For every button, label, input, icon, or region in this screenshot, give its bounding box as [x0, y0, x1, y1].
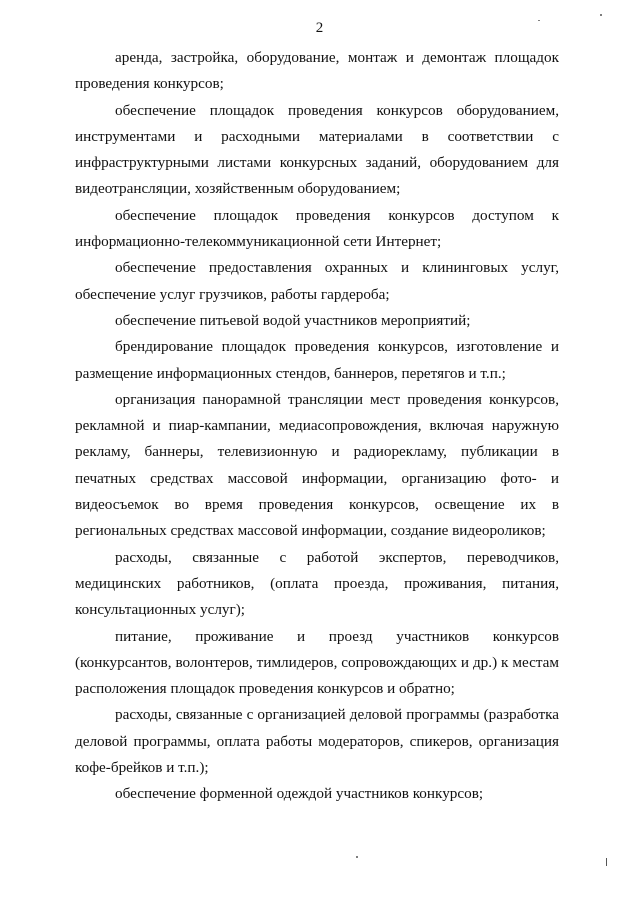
paragraph: обеспечение площадок проведения конкурсов доступом к информационно-телекоммуникационной сети Интернет;: [75, 206, 559, 251]
paragraph: обеспечение площадок проведения конкурсов оборудованием, инструментами и расходными материалами в соответствии с инфраструктурными листами конкурсных заданий, оборудованием для видеотрансляции, хозяйственным оборудованием;: [75, 101, 559, 198]
paragraph: организация панорамной трансляции мест проведения конкурсов, рекламной и пиар-кампании, медиасопровождения, включая наружную рекламу, баннеры, телевизионную и радиорекламу, публикации в печатных средствах массовой информации, организацию фото- и видеосъемок во время проведения конкурсов, освещение их в региональных средствах массовой информации, создание видеороликов;: [75, 390, 559, 540]
paragraph: обеспечение питьевой водой участников мероприятий;: [115, 311, 471, 329]
paragraph: расходы, связанные с работой экспертов, переводчиков, медицинских работников, (оплата проезда, проживания, питания, консультационных услуг);: [75, 548, 559, 619]
paragraph: обеспечение форменной одеждой участников конкурсов;: [115, 785, 484, 803]
scan-speck: [356, 856, 358, 858]
scan-speck: [600, 14, 602, 16]
paragraph: питание, проживание и проезд участников конкурсов (конкурсантов, волонтеров, тимлидеров, сопровождающих и др.) к местам расположения площадок проведения конкурсов и обратно;: [75, 627, 559, 698]
paragraph: расходы, связанные с организацией деловой программы (разработка деловой программы, оплата работы модераторов, спикеров, организация кофе-брейков и т.п.);: [75, 706, 559, 777]
paragraph: обеспечение предоставления охранных и клининговых услуг, обеспечение услуг грузчиков, работы гардероба;: [75, 259, 559, 303]
paragraph: брендирование площадок проведения конкурсов, изготовление и размещение информационных стендов, баннеров, перетягов и т.п.;: [75, 338, 559, 382]
scan-speck: [538, 20, 540, 21]
document-body: [75, 45, 559, 808]
page-number: 2: [315, 20, 324, 36]
paragraph: аренда, застройка, оборудование, монтаж и демонтаж площадок проведения конкурсов;: [75, 49, 559, 93]
scan-speck: [606, 858, 607, 866]
